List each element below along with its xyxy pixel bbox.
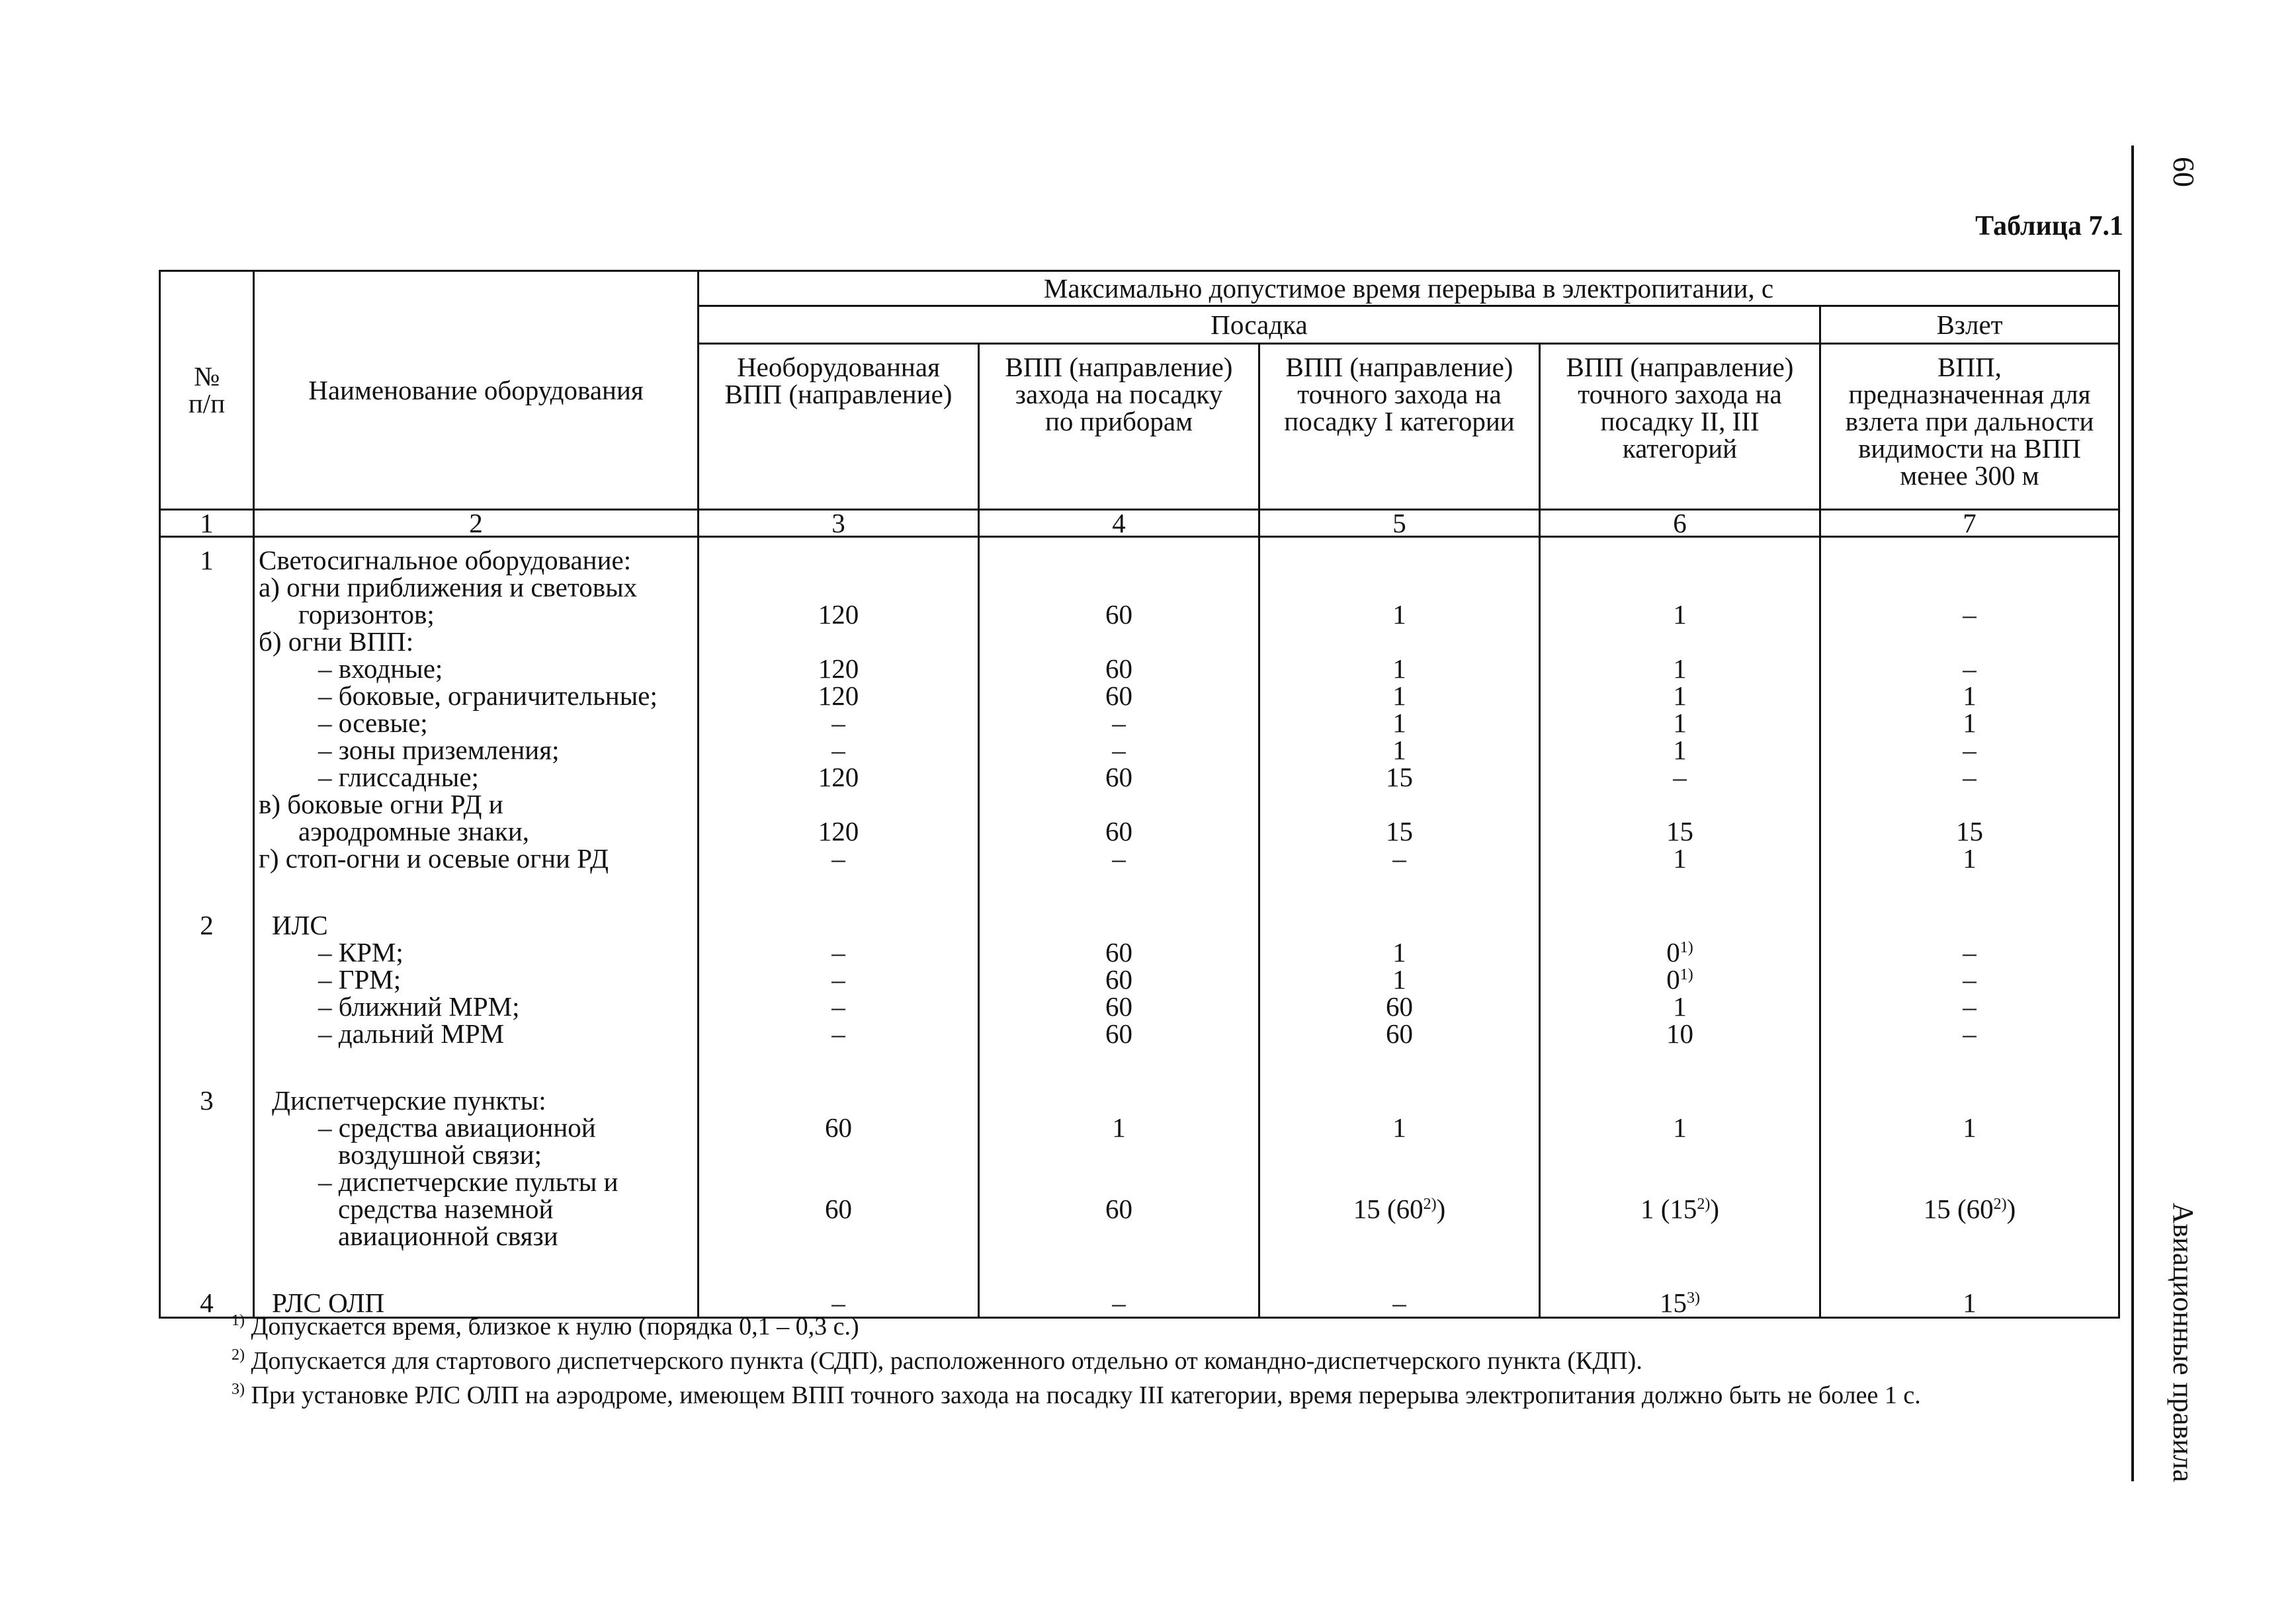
header-col5: ВПП (направление) точного захода на посадку I категории [1259,344,1540,510]
footnote-1: $^{1)}$ Допускается время, близкое к нулю (порядка 0,1 – 0,3 с.) [232,1312,859,1340]
cell-numbers: 1 2 3 4 [160,537,254,1318]
cell-col7-values: – – 1 1 – – 15 1 – – – – 1 15 (60$^{2)}$) 1 [1820,537,2119,1318]
column-number-4: 4 [979,510,1259,537]
running-head: Авиационные правила [2167,1202,2199,1483]
footnotes [232,1309,2123,1413]
header-takeoff: Взлет [1820,306,2119,344]
header-number: № п/п [160,271,254,510]
header-col4: ВПП (направление) захода на посадку по приборам [979,344,1259,510]
cell-col4-values: 60 60 60 – – 60 60 – 60 60 60 60 1 60 – [979,537,1259,1318]
margin-rule [2131,145,2134,1481]
header-group-title: Максимально допустимое время перерыва в электропитании, с [699,271,2119,306]
column-number-5: 5 [1259,510,1540,537]
column-number-2: 2 [254,510,699,537]
cell-equipment-names: Светосигнальное оборудование: а) огни приближения и световых горизонтов; б) огни ВПП: – входные; – боковые, ограничительные; – осевые; – зоны приземления; – глиссадные; в) боковые огни РД и аэродромные знаки, г) стоп-огни и осевые огни РД ИЛС – КРМ; – ГРМ; – ближний МРМ; – дальний МРМ Диспетчерские пункты: – средства авиационной воздушной связи; – диспетчерские пульты и средства наземной авиационной связи РЛС ОЛП [254,537,699,1318]
cell-col6-values: 1 1 1 1 1 – 15 1 0$^{1)}$ 0$^{1)}$ 1 10 1 1 (15$^{2)}$) 15$^{3)}$ [1540,537,1820,1318]
cell-col3-values: 120 120 120 – – 120 120 – – – – – 60 60 – [699,537,979,1318]
footnote-2: $^{2)}$ Допускается для стартового диспетчерского пункта (СДП), расположенного отдельно от командно-диспетчерского пункта (КДП). [232,1346,1642,1375]
cell-col5-values: 1 1 1 1 1 15 15 – 1 1 60 60 1 15 (60$^{2)}$) – [1259,537,1540,1318]
equipment-table [159,270,2120,1319]
column-number-3: 3 [699,510,979,537]
header-col3: Необорудованная ВПП (направление) [699,344,979,510]
header-col6: ВПП (направление) точного захода на посадку II, III категорий [1540,344,1820,510]
footnote-3: $^{3)}$ При установке РЛС ОЛП на аэродроме, имеющем ВПП точного захода на посадку III категории, время перерыва электропитания должно быть не более 1 с. [232,1381,1921,1409]
table-caption: Таблица 7.1 [1975,211,2123,241]
table-body-row [160,537,2119,1318]
column-number-1: 1 [160,510,254,537]
header-col7: ВПП, предназначенная для взлета при дальности видимости на ВПП менее 300 м [1820,344,2119,510]
header-landing: Посадка [699,306,1820,344]
page-number: 60 [2167,157,2201,187]
header-equipment-name: Наименование оборудования [254,271,699,510]
column-number-7: 7 [1820,510,2119,537]
column-number-6: 6 [1540,510,1820,537]
